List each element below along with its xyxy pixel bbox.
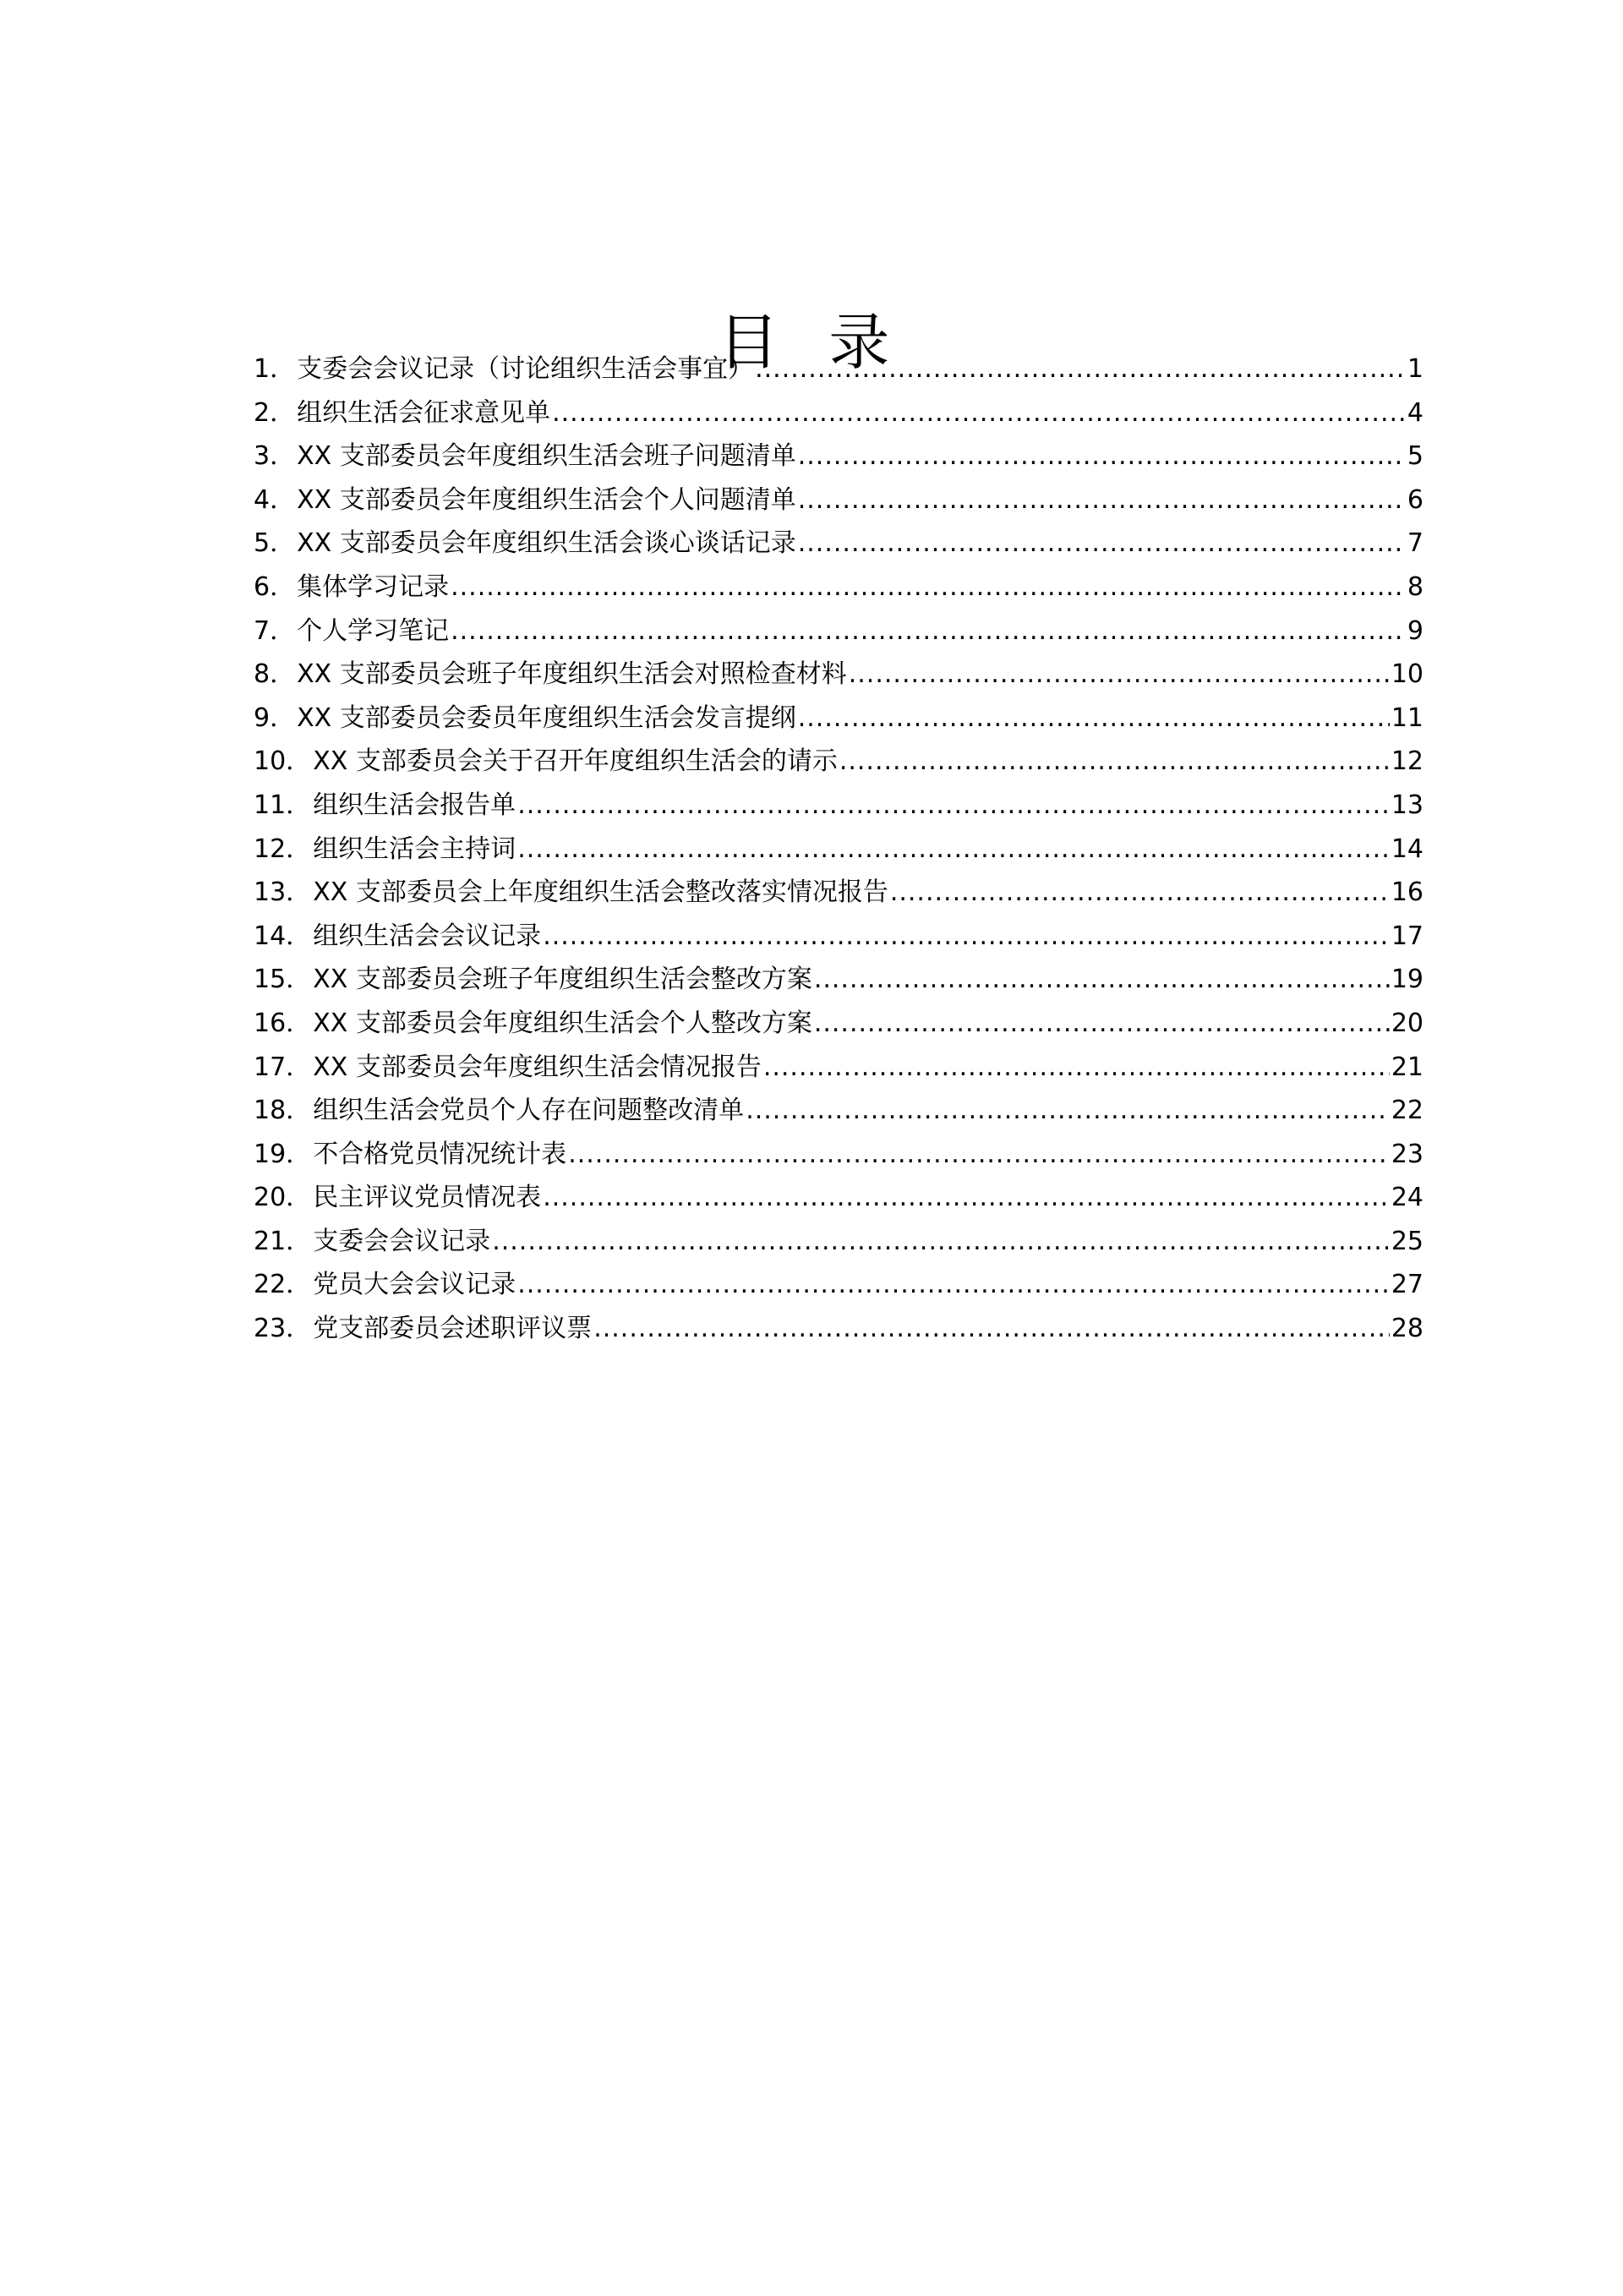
toc-entry-number: 5． xyxy=(254,528,296,559)
toc-entry-title[interactable]: 组织生活会主持词 xyxy=(313,834,516,864)
toc-entry-number: 7． xyxy=(254,615,296,646)
toc-dot-leader xyxy=(849,653,1390,697)
toc-entry-page-number[interactable]: 23 xyxy=(1391,1139,1424,1169)
toc-entry-page-number[interactable]: 7 xyxy=(1407,528,1424,559)
toc-dot-leader xyxy=(552,391,1406,435)
toc-entry[interactable] xyxy=(254,828,1424,872)
toc-entry-title[interactable]: 集体学习记录 xyxy=(297,571,450,602)
toc-dot-leader xyxy=(543,1176,1390,1220)
toc-entry-title[interactable]: 个人学习笔记 xyxy=(297,615,450,646)
toc-entry-number: 22． xyxy=(254,1270,312,1300)
toc-title: 目 录 xyxy=(718,307,905,379)
toc-dot-leader xyxy=(763,1046,1390,1090)
toc-entry[interactable] xyxy=(254,915,1424,959)
toc-dot-leader xyxy=(814,1002,1390,1046)
toc-entry-title[interactable]: 民主评议党员情况表 xyxy=(313,1183,542,1213)
toc-dot-leader xyxy=(593,1307,1390,1351)
toc-entry-number: 4． xyxy=(254,484,296,515)
toc-entry-page-number[interactable]: 6 xyxy=(1407,484,1424,515)
toc-entry-number: 15． xyxy=(254,965,312,995)
toc-entry-number: 16． xyxy=(254,1008,312,1038)
toc-entry-page-number[interactable]: 13 xyxy=(1391,790,1424,820)
toc-entry-page-number[interactable]: 22 xyxy=(1391,1096,1424,1126)
toc-entry-page-number[interactable]: 28 xyxy=(1391,1314,1424,1344)
toc-entry[interactable] xyxy=(254,1176,1424,1220)
toc-entry-number: 2． xyxy=(254,397,296,428)
toc-entry-title[interactable]: XX 支部委员会年度组织生活会谈心谈话记录 xyxy=(297,528,796,559)
toc-entry-page-number[interactable]: 10 xyxy=(1391,659,1424,690)
toc-entry-title[interactable]: 不合格党员情况统计表 xyxy=(313,1139,567,1169)
toc-entry-page-number[interactable]: 24 xyxy=(1391,1183,1424,1213)
toc-dot-leader xyxy=(839,740,1390,784)
toc-entry-title[interactable]: 党支部委员会述职评议票 xyxy=(313,1314,593,1344)
toc-entry[interactable] xyxy=(254,566,1424,610)
toc-dot-leader xyxy=(798,697,1390,741)
toc-entry-title[interactable]: XX 支部委员会年度组织生活会个人整改方案 xyxy=(313,1008,812,1038)
toc-entry-title[interactable]: XX 支部委员会年度组织生活会班子问题清单 xyxy=(297,441,796,472)
toc-dot-leader xyxy=(798,522,1406,566)
toc-entry-title[interactable]: 组织生活会征求意见单 xyxy=(297,397,551,428)
toc-entry[interactable] xyxy=(254,871,1424,915)
toc-entry-title[interactable]: 组织生活会党员个人存在问题整改清单 xyxy=(313,1096,745,1126)
toc-entry-page-number[interactable]: 4 xyxy=(1407,397,1424,428)
toc-entry[interactable] xyxy=(254,1089,1424,1133)
toc-entry-page-number[interactable]: 16 xyxy=(1391,877,1424,908)
toc-entry-title[interactable]: XX 支部委员会班子年度组织生活会整改方案 xyxy=(313,965,812,995)
toc-entry-title[interactable]: 党员大会会议记录 xyxy=(313,1270,516,1300)
toc-dot-leader xyxy=(517,784,1390,828)
toc-entry-number: 17． xyxy=(254,1052,312,1082)
toc-entry-number: 12． xyxy=(254,834,312,864)
toc-entry-title[interactable]: XX 支部委员会上年度组织生活会整改落实情况报告 xyxy=(313,877,888,908)
toc-entry-number: 8． xyxy=(254,659,296,690)
toc-entry-number: 21． xyxy=(254,1226,312,1256)
toc-entry-title[interactable]: XX 支部委员会班子年度组织生活会对照检查材料 xyxy=(297,659,847,690)
toc-dot-leader xyxy=(451,566,1406,610)
toc-dot-leader xyxy=(451,610,1406,653)
toc-entry-page-number[interactable]: 5 xyxy=(1407,441,1424,472)
toc-entry-title[interactable]: XX 支部委员会年度组织生活会情况报告 xyxy=(313,1052,762,1082)
toc-entry[interactable] xyxy=(254,740,1424,784)
toc-entry[interactable] xyxy=(254,697,1424,741)
toc-entry[interactable] xyxy=(254,1002,1424,1046)
toc-entry[interactable] xyxy=(254,435,1424,478)
toc-entry[interactable] xyxy=(254,347,1424,391)
toc-entry-number: 1． xyxy=(254,354,296,384)
toc-entry-page-number[interactable]: 27 xyxy=(1391,1270,1424,1300)
toc-entry-number: 14． xyxy=(254,921,312,951)
toc-entry-number: 11． xyxy=(254,790,312,820)
toc-entry[interactable] xyxy=(254,653,1424,697)
toc-entry[interactable] xyxy=(254,958,1424,1002)
toc-dot-leader xyxy=(798,478,1406,522)
toc-entry[interactable] xyxy=(254,784,1424,828)
toc-entry-page-number[interactable]: 11 xyxy=(1391,702,1424,733)
toc-entry[interactable] xyxy=(254,1046,1424,1090)
toc-entry-title[interactable]: XX 支部委员会委员年度组织生活会发言提纲 xyxy=(297,702,796,733)
toc-entry-number: 23． xyxy=(254,1314,312,1344)
toc-entry-page-number[interactable]: 25 xyxy=(1391,1226,1424,1256)
toc-entry-page-number[interactable]: 9 xyxy=(1407,615,1424,646)
toc-entry-title[interactable]: 组织生活会报告单 xyxy=(313,790,516,820)
toc-list xyxy=(254,347,1424,1351)
toc-dot-leader xyxy=(543,915,1390,959)
toc-entry-number: 10． xyxy=(254,746,312,777)
toc-entry-page-number[interactable]: 21 xyxy=(1391,1052,1424,1082)
toc-entry-page-number[interactable]: 12 xyxy=(1391,746,1424,777)
toc-dot-leader xyxy=(517,1263,1390,1307)
toc-entry-page-number[interactable]: 20 xyxy=(1391,1008,1424,1038)
toc-entry[interactable] xyxy=(254,1263,1424,1307)
toc-entry[interactable] xyxy=(254,522,1424,566)
toc-entry-title[interactable]: 组织生活会会议记录 xyxy=(313,921,542,951)
toc-dot-leader xyxy=(568,1133,1390,1177)
toc-entry-title[interactable]: XX 支部委员会关于召开年度组织生活会的请示 xyxy=(313,746,838,777)
toc-dot-leader xyxy=(814,958,1390,1002)
toc-entry-title[interactable]: 支委会会议记录 xyxy=(313,1226,491,1256)
toc-entry-number: 20． xyxy=(254,1183,312,1213)
toc-entry[interactable] xyxy=(254,478,1424,522)
toc-entry-number: 3． xyxy=(254,441,296,472)
toc-entry[interactable] xyxy=(254,1133,1424,1177)
toc-entry[interactable] xyxy=(254,610,1424,653)
toc-dot-leader xyxy=(755,347,1406,391)
toc-entry-number: 6． xyxy=(254,571,296,602)
toc-entry-page-number[interactable]: 17 xyxy=(1391,921,1424,951)
toc-entry[interactable] xyxy=(254,1307,1424,1351)
toc-entry-number: 19． xyxy=(254,1139,312,1169)
toc-dot-leader xyxy=(492,1220,1390,1264)
toc-entry-title[interactable]: XX 支部委员会年度组织生活会个人问题清单 xyxy=(297,484,796,515)
toc-entry-title[interactable]: 支委会会议记录（讨论组织生活会事宜） xyxy=(297,354,754,384)
toc-entry-number: 13． xyxy=(254,877,312,908)
toc-entry[interactable] xyxy=(254,1220,1424,1264)
toc-entry-page-number[interactable]: 8 xyxy=(1407,571,1424,602)
toc-entry-number: 9． xyxy=(254,702,296,733)
toc-entry[interactable] xyxy=(254,391,1424,435)
toc-dot-leader xyxy=(798,435,1406,478)
toc-entry-page-number[interactable]: 19 xyxy=(1391,965,1424,995)
toc-entry-page-number[interactable]: 14 xyxy=(1391,834,1424,864)
toc-dot-leader xyxy=(517,828,1390,872)
toc-dot-leader xyxy=(746,1089,1390,1133)
toc-entry-page-number[interactable]: 1 xyxy=(1407,354,1424,384)
toc-entry-number: 18． xyxy=(254,1096,312,1126)
toc-dot-leader xyxy=(890,871,1390,915)
